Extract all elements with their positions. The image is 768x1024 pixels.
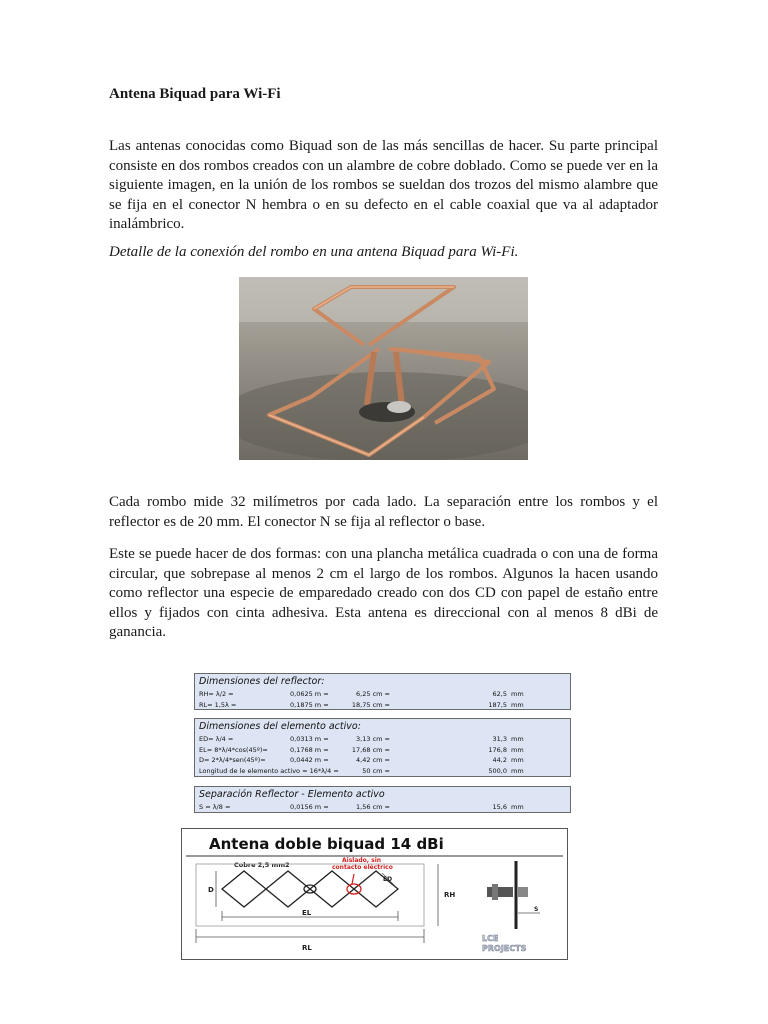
- row-label: RL= 1,5λ =: [199, 700, 237, 709]
- row-cm: 4,42 cm =: [356, 756, 390, 764]
- reflector-table: [194, 673, 571, 710]
- active-element-table: [194, 718, 571, 777]
- row-unit: mm: [511, 735, 524, 743]
- label-s: S: [534, 906, 539, 913]
- separation-table: [194, 786, 571, 813]
- row-mm: 44,2: [492, 756, 507, 764]
- label-ed: ED: [383, 876, 393, 883]
- row-mm: 176,8: [488, 745, 507, 754]
- label-rl: RL: [302, 944, 312, 952]
- row-m: 0,0625 m =: [290, 690, 329, 698]
- table-row: [195, 734, 570, 745]
- row-label: ED= λ/4 =: [199, 735, 234, 743]
- label-d: D: [208, 886, 214, 894]
- table-row: [195, 689, 570, 700]
- table-row: [195, 745, 570, 756]
- watermark-projects: PROJECTS: [482, 944, 527, 953]
- row-label: D= 2*λ/4*sen(45º)=: [199, 756, 266, 764]
- row-m: 0,1768 m =: [290, 745, 329, 754]
- label-aislado-2: contacto eléctrico: [332, 864, 393, 871]
- row-m: 0,0313 m =: [290, 735, 329, 743]
- row-m: 0,0442 m =: [290, 756, 329, 764]
- label-cobre: Cobre 2,5 mm2: [234, 861, 290, 869]
- rombo-paragraph: Cada rombo mide 32 milímetros por cada lado. La separación entre los rombos y el reflector es de 20 mm. El conector N se fija al reflector o base.: [109, 494, 658, 530]
- row-cm: 50 cm =: [362, 766, 390, 775]
- row-mm: 500,0: [488, 766, 507, 775]
- row-cm: 18,75 cm =: [351, 700, 390, 709]
- row-unit: mm: [511, 700, 524, 709]
- table-row: [195, 755, 570, 766]
- intro-paragraph: Las antenas conocidas como Biquad son de las más sencillas de hacer. Su parte principal consiste en dos rombos creados con un alambre de cobre doblado. Como se puede ver en la siguiente imagen, en la unión de los rombos se sueldan dos trozos del mismo alambre que se fija en el conector N hembra o en su defecto en el cable coaxial que va al adaptador inalámbrico.: [109, 138, 658, 232]
- row-label: EL= 8*λ/4*cos(45º)=: [199, 745, 268, 754]
- row-mm: 62,5: [492, 690, 507, 698]
- separation-table-header: Separación Reflector - Elemento activo: [199, 789, 385, 800]
- row-cm: 17,68 cm =: [351, 745, 390, 754]
- row-unit: mm: [511, 745, 524, 754]
- table-row: [195, 700, 570, 711]
- reflector-paragraph: Este se puede hacer de dos formas: con una plancha metálica cuadrada o con una de forma circular, que sobrepase al menos 2 cm el largo de los rombos. Algunos la hacen usando como reflector una especie de emparedado creado con dos CD con papel de estaño entre ellos y fijados con cinta adhesiva. Esta antena es direccional con al menos 8 dBi de ganancia.: [109, 546, 658, 640]
- double-biquad-diagram: [181, 828, 568, 960]
- row-label: RH= λ/2 =: [199, 690, 234, 698]
- diagram-title: Antena doble biquad 14 dBi: [209, 835, 444, 853]
- row-m: 0,0156 m =: [290, 803, 329, 811]
- row-cm: 6,25 cm =: [356, 690, 390, 698]
- page-title: Antena Biquad para Wi-Fi: [109, 86, 281, 102]
- row-cm: 1,56 cm =: [356, 803, 390, 811]
- label-aislado-1: Aislado, sin: [342, 857, 382, 864]
- biquad-photo: [239, 277, 528, 460]
- row-cm: 3,13 cm =: [356, 735, 390, 743]
- row-unit: mm: [511, 803, 524, 811]
- row-mm: 187,5: [488, 700, 507, 709]
- row-unit: mm: [511, 756, 524, 764]
- active-element-table-header: Dimensiones del elemento activo:: [199, 721, 361, 732]
- row-unit: mm: [511, 766, 524, 775]
- row-m: 0,1875 m =: [290, 700, 329, 709]
- label-rh: RH: [444, 891, 456, 899]
- row-mm: 15,6: [492, 803, 507, 811]
- table-row: [195, 802, 570, 813]
- table-row: [195, 766, 570, 777]
- reflector-table-header: Dimensiones del reflector:: [199, 676, 325, 687]
- watermark-lce: LCE: [482, 934, 499, 943]
- row-unit: mm: [511, 690, 524, 698]
- row-label: S = λ/8 =: [199, 803, 231, 811]
- row-label: Longitud de le elemento activo = 16*λ/4 =: [199, 766, 339, 775]
- label-el: EL: [302, 909, 312, 917]
- photo-caption: Detalle de la conexión del rombo en una antena Biquad para Wi-Fi.: [109, 244, 519, 260]
- row-mm: 31,3: [492, 735, 507, 743]
